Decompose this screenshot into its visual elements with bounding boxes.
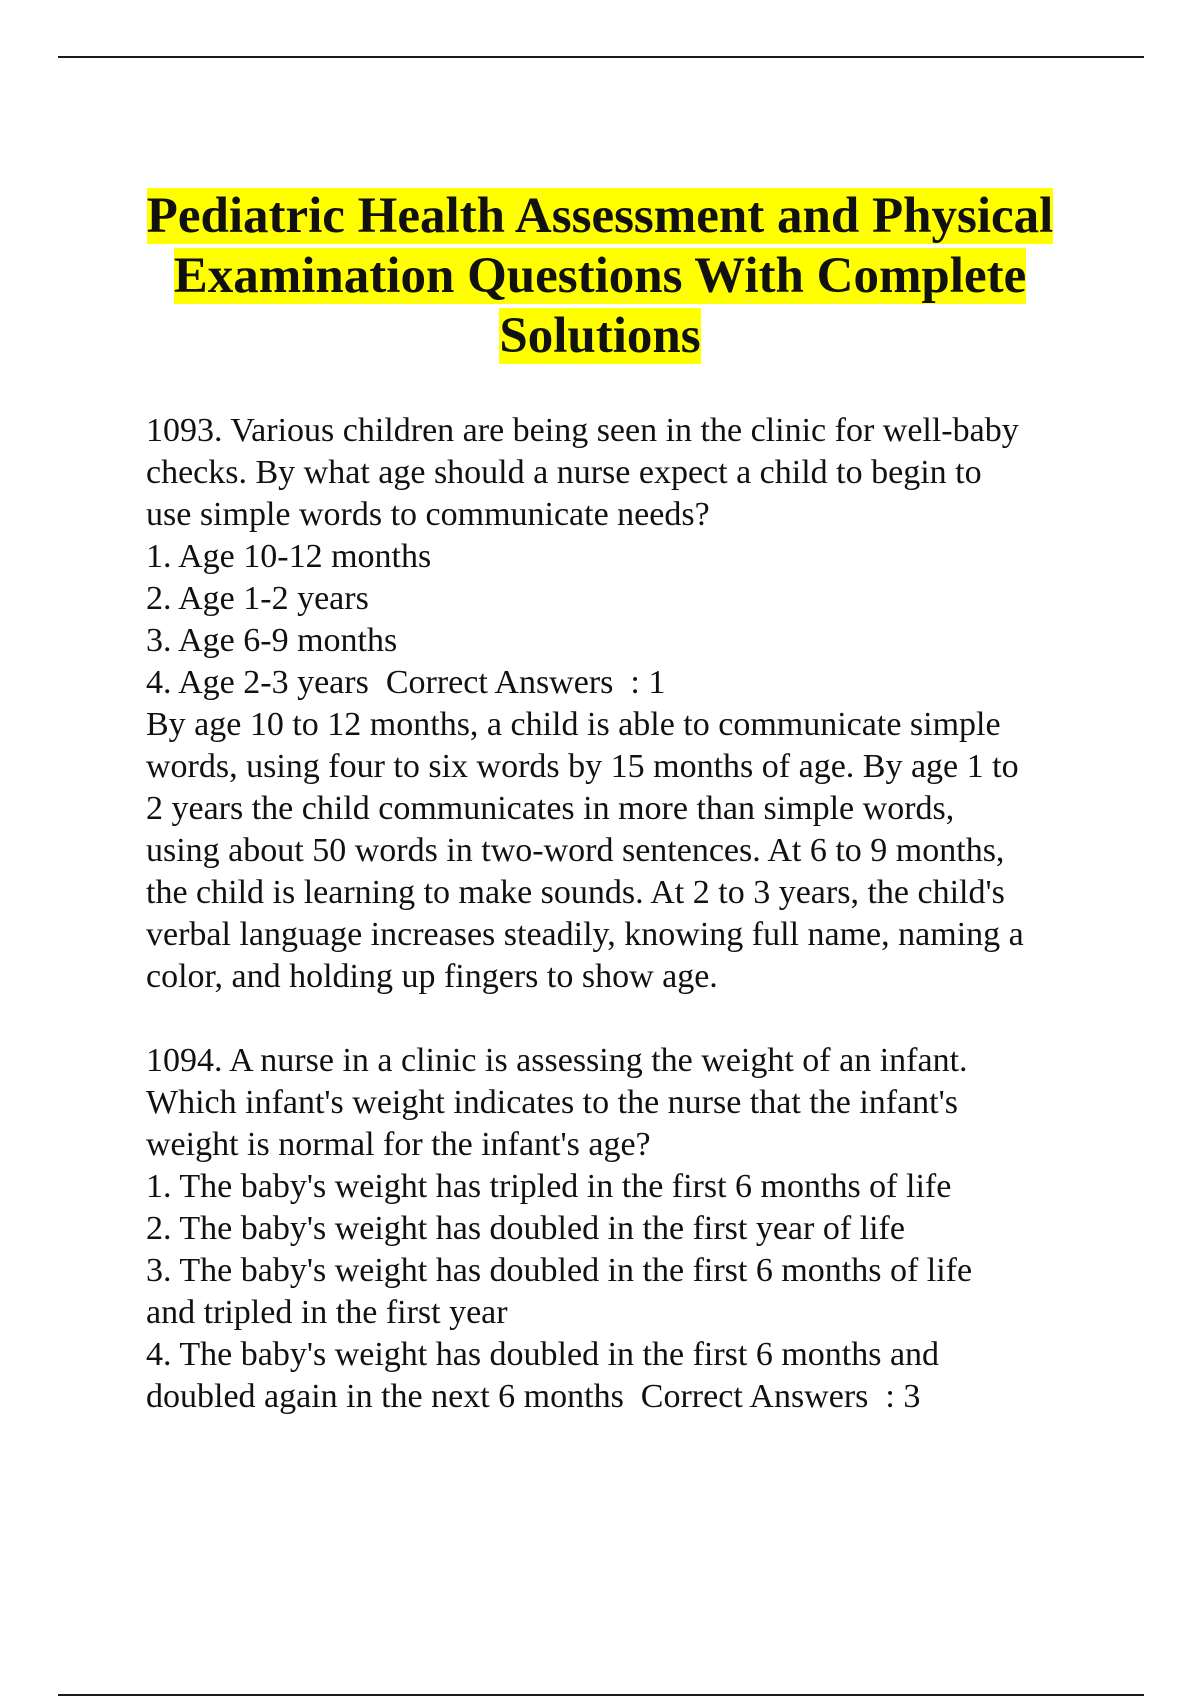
rationale-line: By age 10 to 12 months, a child is able to communicate simple	[146, 706, 1001, 743]
question-stem-line: weight is normal for the infant's age?	[146, 1126, 651, 1163]
footer-rule	[58, 1694, 1144, 1696]
question-1094	[146, 1040, 1146, 1418]
answer-option: 1. The baby's weight has tripled in the first 6 months of life	[146, 1168, 952, 1205]
answer-option: 1. Age 10-12 months	[146, 538, 432, 575]
title-line-1: Pediatric Health Assessment and Physical	[146, 188, 1054, 244]
document-title	[110, 186, 1090, 366]
question-stem-line: Which infant's weight indicates to the nurse that the infant's	[146, 1084, 958, 1121]
answer-option: 3. The baby's weight has doubled in the first 6 months of life	[146, 1252, 973, 1289]
rationale-line: color, and holding up fingers to show age.	[146, 958, 718, 995]
answer-option-with-correct-answer: 4. Age 2-3 years Correct Answers : 1	[146, 664, 666, 701]
title-line-2: Examination Questions With Complete	[173, 248, 1027, 304]
answer-option-with-correct-answer: doubled again in the next 6 months Correct Answers : 3	[146, 1378, 921, 1415]
question-stem-line: 1093. Various children are being seen in the clinic for well-baby	[146, 412, 1019, 449]
document-body	[146, 410, 1146, 1418]
question-1093	[146, 410, 1146, 998]
question-stem-line: checks. By what age should a nurse expect a child to begin to	[146, 454, 982, 491]
rationale-line: words, using four to six words by 15 months of age. By age 1 to	[146, 748, 1019, 785]
header-rule	[58, 56, 1144, 58]
answer-option: 2. The baby's weight has doubled in the first year of life	[146, 1210, 905, 1247]
question-stem-line: use simple words to communicate needs?	[146, 496, 710, 533]
rationale-line: the child is learning to make sounds. At 2 to 3 years, the child's	[146, 874, 1005, 911]
answer-option-continuation: and tripled in the first year	[146, 1294, 508, 1331]
rationale-line: using about 50 words in two-word sentences. At 6 to 9 months,	[146, 832, 1005, 869]
rationale-line: 2 years the child communicates in more than simple words,	[146, 790, 955, 827]
rationale-line: verbal language increases steadily, knowing full name, naming a	[146, 916, 1024, 953]
answer-option: 3. Age 6-9 months	[146, 622, 398, 659]
title-line-3: Solutions	[499, 308, 701, 364]
question-stem-line: 1094. A nurse in a clinic is assessing the weight of an infant.	[146, 1042, 968, 1079]
answer-option: 2. Age 1-2 years	[146, 580, 369, 617]
paragraph-gap	[146, 998, 1146, 1040]
answer-option: 4. The baby's weight has doubled in the first 6 months and	[146, 1336, 940, 1373]
